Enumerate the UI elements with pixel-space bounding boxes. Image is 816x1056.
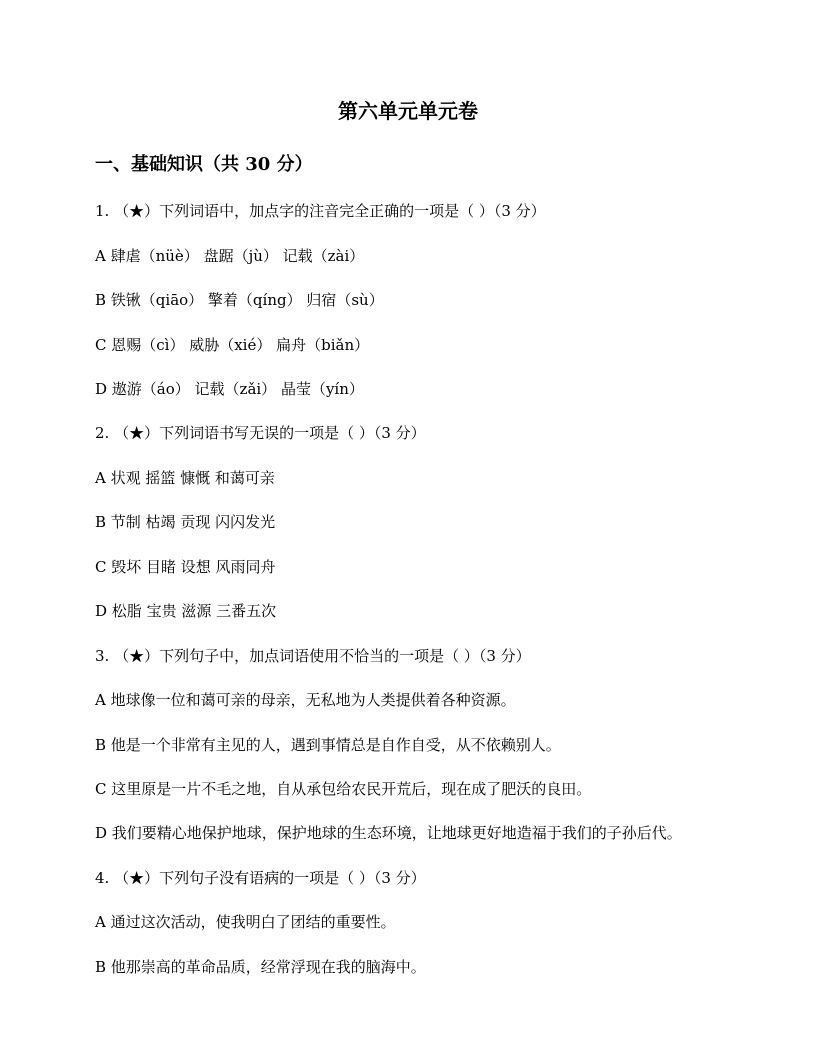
- q1-option-d: D 遨游（áo） 记载（zǎi） 晶莹（yín）: [95, 380, 364, 398]
- question-4: 4. （★）下列句子没有语病的一项是（ ）（3 分）: [95, 869, 426, 887]
- q2-option-c: C 毁坏 目睹 设想 风雨同舟: [95, 558, 276, 576]
- section-heading: 一、基础知识（共 30 分）: [95, 154, 313, 175]
- q3-option-d: D 我们要精心地保护地球，保护地球的生态环境，让地球更好地造福于我们的子孙后代。: [95, 824, 682, 842]
- question-1: 1. （★）下列词语中，加点字的注音完全正确的一项是（ ）（3 分）: [95, 202, 546, 220]
- q2-option-b: B 节制 枯竭 贡现 闪闪发光: [95, 513, 276, 531]
- q4-option-a: A 通过这次活动，使我明白了团结的重要性。: [95, 913, 396, 931]
- page-title: 第六单元单元卷: [338, 99, 478, 123]
- q3-option-a: A 地球像一位和蔼可亲的母亲，无私地为人类提供着各种资源。: [95, 691, 516, 709]
- q2-option-a: A 状观 摇篮 慷慨 和蔼可亲: [95, 469, 275, 487]
- q1-option-c: C 恩赐（cì） 威胁（xié） 扁舟（biǎn）: [95, 336, 370, 354]
- question-3: 3. （★）下列句子中，加点词语使用不恰当的一项是（ ）（3 分）: [95, 647, 531, 665]
- question-2: 2. （★）下列词语书写无误的一项是（ ）（3 分）: [95, 424, 426, 442]
- q2-option-d: D 松脂 宝贵 滋源 三番五次: [95, 602, 277, 620]
- q3-option-c: C 这里原是一片不毛之地，自从承包给农民开荒后，现在成了肥沃的良田。: [95, 780, 592, 798]
- q4-option-b: B 他那崇高的革命品质，经常浮现在我的脑海中。: [95, 958, 426, 976]
- q1-option-a: A 肆虐（nüè） 盘踞（jù） 记载（zài）: [95, 247, 365, 265]
- q1-option-b: B 铁锹（qiāo） 擎着（qíng） 归宿（sù）: [95, 291, 384, 309]
- q3-option-b: B 他是一个非常有主见的人，遇到事情总是自作自受，从不依赖别人。: [95, 736, 561, 754]
